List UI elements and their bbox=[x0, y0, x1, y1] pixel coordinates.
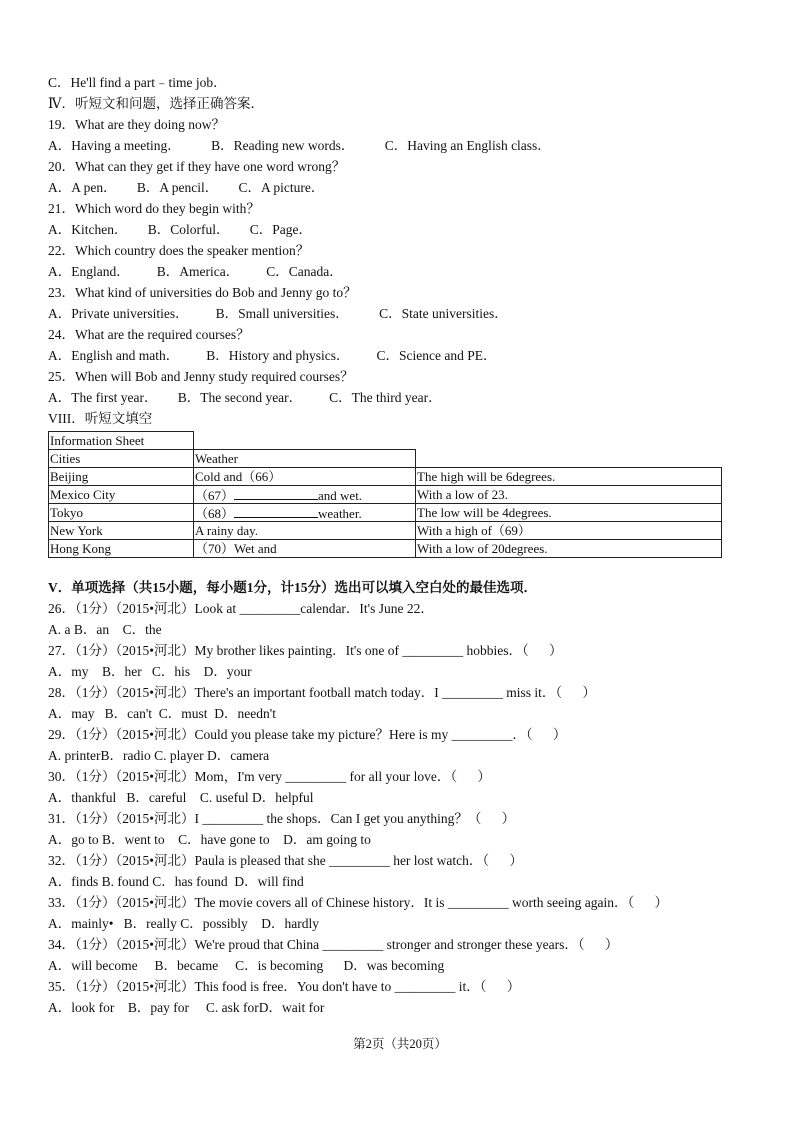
options-line: A．England． B．America． C．Canada． bbox=[48, 264, 343, 279]
city-cell: New York bbox=[48, 521, 194, 540]
question-line: 35．（1分）（2015•河北）This food is free．You don't have to _________ it．（ ） bbox=[48, 979, 521, 994]
text-line: C．He'll find a part﹣time job． bbox=[48, 75, 227, 90]
question-line: 20．What can they get if they have one word wrong？ bbox=[48, 159, 346, 174]
options-line: A．go to B．went to C．have gone to D．am going to bbox=[48, 832, 371, 847]
blank-number: （67） bbox=[195, 488, 235, 503]
question-line: 31．（1分）（2015•河北）I _________ the shops．Can I get you anything？（ ） bbox=[48, 811, 516, 826]
city-cell: Tokyo bbox=[48, 503, 194, 522]
question-line: 23．What kind of universities do Bob and Jenny go to？ bbox=[48, 285, 357, 300]
options-line: A．look for B．pay for C. ask forD．wait for bbox=[48, 1000, 325, 1015]
question-line: 29．（1分）（2015•河北）Could you please take my picture？Here is my _________．（ ） bbox=[48, 727, 567, 742]
options-line: A．A pen． B．A pencil． C．A picture． bbox=[48, 180, 325, 195]
question-line: 25．When will Bob and Jenny study required courses？ bbox=[48, 369, 354, 384]
weather-cell bbox=[193, 485, 416, 504]
question-line: 30．（1分）（2015•河北）Mom，I'm very _________ for all your love．（ ） bbox=[48, 769, 491, 784]
question-line: 27．（1分）（2015•河北）My brother likes painting．It's one of _________ hobbies．（ ） bbox=[48, 643, 563, 658]
question-line: 33．（1分）（2015•河北）The movie covers all of Chinese history．It is _________ worth seeing again．（ ） bbox=[48, 895, 669, 910]
listening-section bbox=[48, 72, 738, 429]
information-sheet-table bbox=[48, 431, 722, 557]
multiple-choice-section bbox=[48, 577, 738, 1018]
question-line: 24．What are the required courses？ bbox=[48, 327, 250, 342]
table-header: Information Sheet bbox=[48, 431, 194, 450]
options-line: A．mainly• B．really C．possibly D．hardly bbox=[48, 916, 319, 931]
city-cell: Mexico City bbox=[48, 485, 194, 504]
options-line: A．Private universities． B．Small universities． C．State universities． bbox=[48, 306, 508, 321]
question-line: 22．Which country does the speaker mention？ bbox=[48, 243, 310, 258]
weather-cell: A rainy day. bbox=[193, 521, 416, 540]
options-line: A. printerB．radio C. player D．camera bbox=[48, 748, 270, 763]
options-line: A．The first year． B．The second year． C．The third year． bbox=[48, 390, 442, 405]
city-cell: Hong Kong bbox=[48, 539, 194, 558]
question-line: 26．（1分）（2015•河北）Look at _________calendar．It's June 22． bbox=[48, 601, 434, 616]
answer-blank[interactable] bbox=[234, 504, 318, 518]
options-line: A．thankful B．careful C. useful D．helpful bbox=[48, 790, 314, 805]
note-cell: With a low of 20degrees. bbox=[415, 539, 722, 558]
options-line: A．Having a meeting． B．Reading new words． C．Having an English class． bbox=[48, 138, 551, 153]
note-cell: With a low of 23. bbox=[415, 485, 722, 504]
note-cell: The high will be 6degrees. bbox=[415, 467, 722, 486]
note-cell: The low will be 4degrees. bbox=[415, 503, 722, 522]
question-line: 19．What are they doing now？ bbox=[48, 117, 225, 132]
options-line: A．English and math． B．History and physics． C．Science and PE． bbox=[48, 348, 497, 363]
options-line: A．my B．her C．his D．your bbox=[48, 664, 252, 679]
question-line: 28．（1分）（2015•河北）There's an important football match today．I _________ miss it．（ ） bbox=[48, 685, 596, 700]
options-line: A．Kitchen． B．Colorful． C．Page． bbox=[48, 222, 312, 237]
options-line: A．finds B. found C．has found D．will find bbox=[48, 874, 304, 889]
question-line: 32．（1分）（2015•河北）Paula is pleased that she _________ her lost watch．（ ） bbox=[48, 853, 523, 868]
weather-text: and wet. bbox=[318, 488, 363, 503]
weather-cell: （70）Wet and bbox=[193, 539, 416, 558]
options-line: A．will become B．became C．is becoming D．was becoming bbox=[48, 958, 445, 973]
weather-header: Weather bbox=[193, 449, 416, 468]
section-heading: VIII．听短文填空 bbox=[48, 411, 153, 426]
section-heading: V．单项选择（共15小题，每小题1分，计15分）选出可以填入空白处的最佳选项． bbox=[48, 580, 537, 595]
weather-cell bbox=[193, 503, 416, 522]
city-cell: Beijing bbox=[48, 467, 194, 486]
question-line: 34．（1分）（2015•河北）We're proud that China _________ stronger and stronger these years．（ ） bbox=[48, 937, 619, 952]
weather-cell: Cold and（66） bbox=[193, 467, 416, 486]
blank-number: （68） bbox=[195, 506, 235, 521]
page-footer: 第2页（共20页） bbox=[353, 1037, 447, 1051]
options-line: A. a B．an C．the bbox=[48, 622, 162, 637]
question-line: 21．Which word do they begin with？ bbox=[48, 201, 260, 216]
options-line: A．may B．can't C．must D．needn't bbox=[48, 706, 276, 721]
note-cell: With a high of（69） bbox=[415, 521, 722, 540]
section-heading: Ⅳ．听短文和问题，选择正确答案． bbox=[48, 96, 264, 111]
answer-blank[interactable] bbox=[234, 486, 318, 500]
cities-header: Cities bbox=[48, 449, 194, 468]
exam-page bbox=[48, 72, 738, 1018]
weather-text: weather. bbox=[318, 506, 362, 521]
